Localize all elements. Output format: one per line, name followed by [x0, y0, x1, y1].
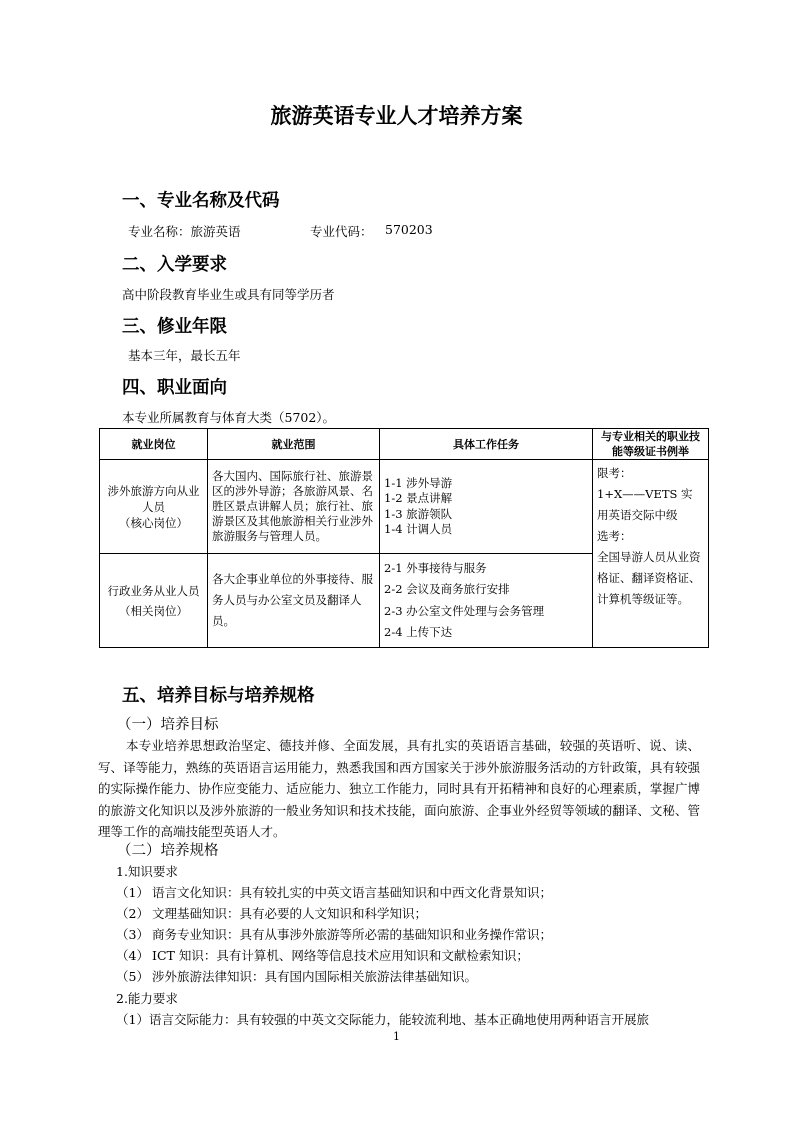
cert-restricted-label: 限考：: [597, 466, 632, 480]
row-1-tasks: [380, 460, 593, 554]
task-item: 1-4 计调人员: [384, 522, 453, 536]
header-certificates: 与专业相关的职业技能等级证书例举: [593, 429, 709, 460]
knowledge-item: 商务专业知识：具有从事涉外旅游等所必需的基础知识和业务操作常识；: [152, 927, 553, 942]
duration-text: 基本三年，最长五年: [128, 348, 241, 363]
page-number: 1: [393, 1030, 400, 1043]
task-item: 1-1 涉外导游: [384, 475, 453, 490]
cert-restricted-item: 1+X——VETS 实用英语交际中级: [597, 487, 693, 522]
ability-title: 2.能力要求: [116, 991, 178, 1006]
subsection-goal-heading: （一）培养目标: [117, 717, 219, 733]
header-post: 就业岗位: [100, 429, 208, 460]
knowledge-item-num: （2）: [116, 906, 149, 921]
cert-optional-items: 全国导游人员从业资格证、翻译资格证、计算机等级证等。: [597, 550, 701, 606]
row-1-scope: 各大国内、国际旅行社、旅游景区的涉外导游；各旅游风景、名胜区景点讲解人员；旅行社、旅游景区及其他旅游相关行业涉外旅游服务与管理人员。: [208, 460, 380, 554]
row-2-scope: 各大企事业单位的外事接待、服务人员与办公室文员及翻译人员。: [208, 554, 380, 648]
header-scope: 就业范围: [208, 429, 380, 460]
goal-paragraph: 本专业培养思想政治坚定、德技并修、全面发展，具有扎实的英语语言基础，较强的英语听、说、读、写、译等能力，熟练的英语语言运用能力，熟悉我国和西方国家关于涉外旅游服务活动的方针政策，具有较强的实际操作能力、协作应变能力、适应能力、独立工作能力，同时具有开拓精神和良好的心理素质，掌握广博的旅游文化知识以及涉外旅游的一般业务知识和技术技能，面向旅游、企事业外经贸等领域的翻译、文秘、管理等工作的高端技能型英语人才。: [98, 738, 700, 839]
certificates-cell: [593, 460, 709, 648]
knowledge-item: 文理基础知识：具有必要的人文知识和科学知识；: [152, 906, 428, 921]
section-4-heading: 四、职业面向: [122, 378, 227, 398]
knowledge-item-num: （5）: [116, 969, 149, 984]
row-2-post: [100, 554, 208, 648]
knowledge-item-num: （4）: [116, 948, 149, 963]
row-2-post-type: （相关岗位）: [119, 603, 188, 618]
knowledge-item: 语言文化知识：具有较扎实的中英文语言基础知识和中西文化背景知识；: [152, 885, 553, 900]
ability-item: （1）语言交际能力：具有较强的中英文交际能力，能较流利地、基本正确地使用两种语言开展旅: [116, 1012, 649, 1027]
section-2-heading: 二、入学要求: [122, 255, 227, 275]
cert-optional-label: 选考：: [597, 529, 632, 543]
knowledge-item-num: （1）: [116, 885, 149, 900]
task-item: 2-2 会议及商务旅行安排: [384, 582, 510, 596]
task-item: 2-4 上传下达: [384, 625, 453, 639]
career-table: [99, 428, 709, 648]
document-title: 旅游英语专业人才培养方案: [270, 104, 523, 128]
task-item: 2-1 外事接待与服务: [384, 560, 487, 575]
table-header-row: [100, 429, 709, 460]
row-1-post-type: （核心岗位）: [119, 515, 188, 530]
row-1-post-name: 涉外旅游方向从业人员: [107, 483, 200, 514]
major-name: 专业名称：旅游英语: [128, 224, 241, 239]
career-intro: 本专业所属教育与体育大类（5702）。: [122, 410, 336, 425]
section-5-heading: 五、培养目标与培养规格: [122, 686, 315, 706]
row-2-post-name: 行政业务从业人员: [107, 583, 200, 598]
table-row: [100, 460, 709, 554]
row-1-post: [100, 460, 208, 554]
knowledge-title: 1.知识要求: [116, 864, 178, 879]
row-2-tasks: [380, 554, 593, 648]
knowledge-item: ICT 知识：具有计算机、网络等信息技术应用知识和文献检索知识；: [152, 948, 529, 963]
subsection-spec-heading: （二）培养规格: [117, 843, 219, 859]
section-1-heading: 一、专业名称及代码: [122, 191, 280, 211]
section-3-heading: 三、修业年限: [122, 317, 227, 337]
task-item: 2-3 办公室文件处理与会务管理: [384, 603, 545, 618]
task-item: 1-2 景点讲解: [384, 491, 453, 505]
major-code-label: 专业代码：: [310, 224, 373, 239]
admission-text: 高中阶段教育毕业生或具有同等学历者: [122, 287, 335, 302]
major-code: 570203: [385, 222, 433, 237]
knowledge-item-num: （3）: [116, 927, 149, 942]
task-item: 1-3 旅游领队: [384, 506, 453, 521]
knowledge-item: 涉外旅游法律知识：具有国内国际相关旅游法律基础知识。: [152, 969, 478, 984]
header-tasks: 具体工作任务: [380, 429, 593, 460]
